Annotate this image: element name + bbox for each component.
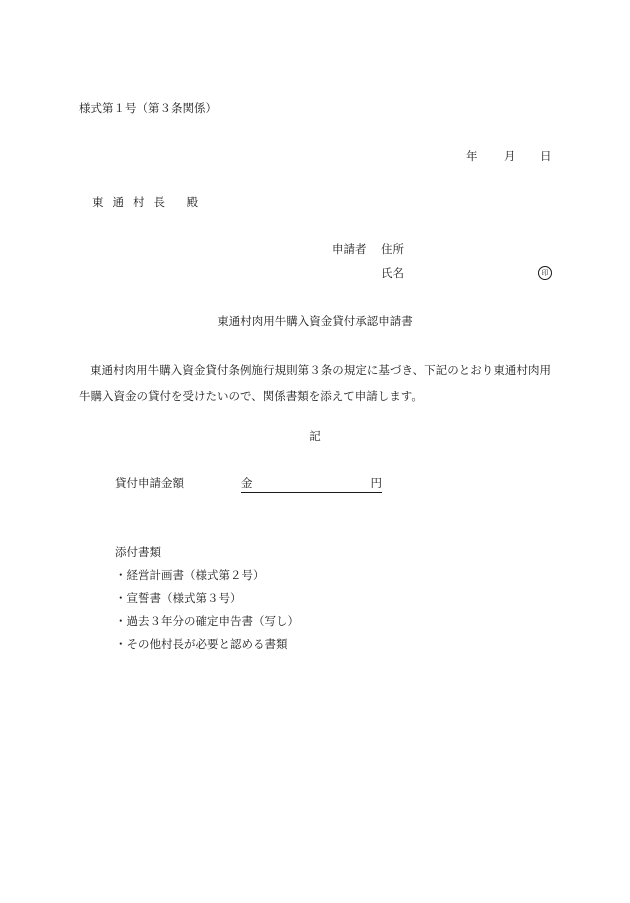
addressee: 東通村長 殿 xyxy=(92,195,208,209)
record-heading: 記 xyxy=(309,429,321,443)
date-day-label: 日 xyxy=(540,149,552,163)
document-title: 東通村肉用牛購入資金貸付承認申請書 xyxy=(217,314,413,328)
loan-amount-field[interactable] xyxy=(241,478,382,493)
attachment-item: ・宣誓書（様式第３号） xyxy=(115,591,242,605)
applicant-label: 申請者 xyxy=(332,242,367,256)
attachment-item: ・経営計画書（様式第２号） xyxy=(115,568,265,582)
attachment-item: ・過去３年分の確定申告書（写し） xyxy=(115,614,299,628)
date-year-label: 年 xyxy=(466,149,478,163)
date-month-label: 月 xyxy=(504,149,516,163)
loan-currency-prefix: 金 xyxy=(241,476,253,490)
body-paragraph: 東通村肉用牛購入資金貸付条例施行規則第３条の規定に基づき、下記のとおり東通村肉用牛購入資金の貸付を受けたいので、関係書類を添えて申請します。 xyxy=(79,363,551,403)
attachments-list xyxy=(115,570,299,662)
loan-amount-label: 貸付申請金額 xyxy=(115,476,184,490)
name-label: 氏名 xyxy=(381,266,404,280)
loan-currency-unit: 円 xyxy=(370,476,382,490)
attachments-heading: 添付書類 xyxy=(115,545,161,559)
seal-mark: 印 xyxy=(538,266,552,280)
address-label: 住所 xyxy=(381,242,404,256)
attachment-item: ・その他村長が必要と認める書類 xyxy=(115,637,288,651)
form-number: 様式第１号（第３条関係） xyxy=(79,101,217,115)
